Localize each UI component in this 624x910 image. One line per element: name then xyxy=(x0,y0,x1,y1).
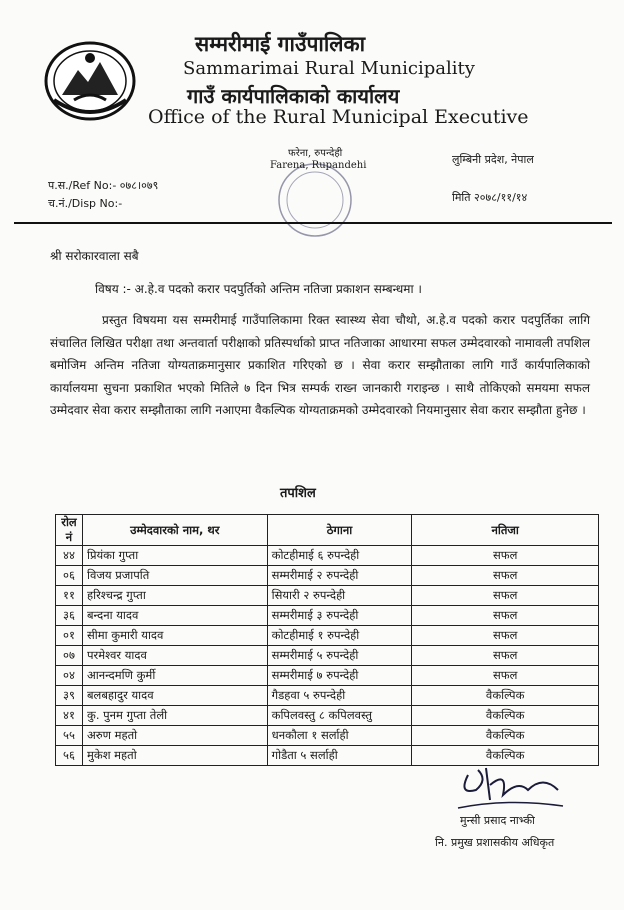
office-name-en: Office of the Rural Municipal Executive xyxy=(148,106,529,128)
col-header-address: ठेगाना xyxy=(267,515,412,546)
cell-name: विजय प्रजापति xyxy=(82,566,267,586)
location-en: Farena, Rupandehi xyxy=(270,160,367,171)
cell-result: वैकल्पिक xyxy=(412,746,599,766)
cell-roll: ०४ xyxy=(56,666,83,686)
cell-name: प्रियंका गुप्ता xyxy=(82,546,267,566)
table-row xyxy=(56,626,599,646)
cell-result: वैकल्पिक xyxy=(412,726,599,746)
cell-roll: ११ xyxy=(56,586,83,606)
cell-roll: ०७ xyxy=(56,646,83,666)
municipality-name-en: Sammarimai Rural Municipality xyxy=(183,58,475,79)
cell-roll: ३६ xyxy=(56,606,83,626)
header-divider xyxy=(14,222,612,224)
cell-result: सफल xyxy=(412,626,599,646)
cell-roll: ४१ xyxy=(56,706,83,726)
cell-address: कपिलवस्तु ८ कपिलवस्तु xyxy=(267,706,412,726)
cell-result: सफल xyxy=(412,586,599,606)
letter-recipient: श्री सरोकारवाला सबै xyxy=(50,249,139,263)
letter-date: मिति २०७८/११/१४ xyxy=(452,191,528,204)
signature xyxy=(448,760,568,820)
cell-address: गोडैता ५ सर्लाही xyxy=(267,746,412,766)
cell-name: हरिश्चन्द्र गुप्ता xyxy=(82,586,267,606)
table-row xyxy=(56,666,599,686)
table-row xyxy=(56,726,599,746)
cell-name: बन्दना यादव xyxy=(82,606,267,626)
cell-name: कु. पुनम गुप्ता तेली xyxy=(82,706,267,726)
cell-result: सफल xyxy=(412,546,599,566)
dispatch-number: च.नं./Disp No:- xyxy=(48,197,123,210)
table-row xyxy=(56,646,599,666)
cell-result: वैकल्पिक xyxy=(412,706,599,726)
cell-result: सफल xyxy=(412,666,599,686)
cell-address: सम्मरीमाई ३ रुपन्देही xyxy=(267,606,412,626)
cell-address: सम्मरीमाई ७ रुपन्देही xyxy=(267,666,412,686)
cell-address: गैडहवा ५ रुपन्देही xyxy=(267,686,412,706)
cell-roll: ४४ xyxy=(56,546,83,566)
col-header-roll: रोल नं xyxy=(56,515,83,546)
cell-name: बलबहादुर यादव xyxy=(82,686,267,706)
col-header-name: उम्मेदवारको नाम, थर xyxy=(82,515,267,546)
cell-roll: ३९ xyxy=(56,686,83,706)
cell-address: सियारी २ रुपन्देही xyxy=(267,586,412,606)
cell-result: वैकल्पिक xyxy=(412,686,599,706)
table-row xyxy=(56,606,599,626)
cell-name: अरुण महतो xyxy=(82,726,267,746)
cell-result: सफल xyxy=(412,646,599,666)
location-np: फरेना, रुपन्देही xyxy=(288,148,343,159)
cell-name: मुकेश महतो xyxy=(82,746,267,766)
letter-body-text: प्रस्तुत विषयमा यस सम्मरीमाई गाउँपालिकामा रिक्त स्वास्थ्य सेवा चौथो, अ.हे.व पदको करार पदपुर्तिका लागि संचालित लिखित परीक्षा तथा अन्तवार्ता परीक्षाको प्रतिस्पर्धाको प्राप्त नतिजाका आधारमा सफल उम्मेदवारको नामावली तपशिल बमोजिम अन्तिम नतिजा योग्यताक्रमानुसार प्रकाशित गरिएको छ । सेवा करार सम्झौताका लागि गाउँ कार्यपालिकाको कार्यालयमा सुचना प्रकाशित भएको मितिले ७ दिन भित्र सम्पर्क राख्न जानकारी गराइन्छ । साथै तोकिएको समयमा सफल उम्मेदवार सेवा करार सम्झौताका लागि नआएमा वैकल्पिक योग्यताक्रमको उम्मेदवारको नियमानुसार सेवा करार सम्झौता हुनेछ । xyxy=(50,313,590,417)
cell-roll: ०१ xyxy=(56,626,83,646)
office-stamp xyxy=(270,160,360,240)
signatory-name: मुन्सी प्रसाद नाभ्की xyxy=(460,814,535,827)
letter-body xyxy=(50,309,590,422)
table-row xyxy=(56,706,599,726)
municipality-logo xyxy=(44,40,136,122)
signatory-title: नि. प्रमुख प्रशासकीय अधिकृत xyxy=(435,836,555,849)
table-title: तपशिल xyxy=(280,486,316,501)
letter-subject: विषय :- अ.हे.व पदको करार पदपुर्तिको अन्तिम नतिजा प्रकाशन सम्बन्धमा । xyxy=(95,282,422,296)
office-name-np: गाउँ कार्यपालिकाको कार्यालय xyxy=(187,84,400,108)
ref-number: प.स./Ref No:- ०७८।०७९ xyxy=(48,179,159,192)
table-row xyxy=(56,586,599,606)
cell-name: आनन्दमणि कुर्मी xyxy=(82,666,267,686)
col-header-result: नतिजा xyxy=(412,515,599,546)
cell-result: सफल xyxy=(412,606,599,626)
cell-name: परमेश्वर यादव xyxy=(82,646,267,666)
cell-result: सफल xyxy=(412,566,599,586)
results-table xyxy=(55,514,599,766)
cell-address: कोटहीमाई १ रुपन्देही xyxy=(267,626,412,646)
cell-roll: ५६ xyxy=(56,746,83,766)
table-row xyxy=(56,546,599,566)
cell-address: सम्मरीमाई २ रुपन्देही xyxy=(267,566,412,586)
table-row xyxy=(56,566,599,586)
table-header-row xyxy=(56,515,599,546)
municipality-name-np: सम्मरीमाई गाउँपालिका xyxy=(195,31,366,56)
province: लुम्बिनी प्रदेश, नेपाल xyxy=(452,153,534,166)
cell-roll: ०६ xyxy=(56,566,83,586)
cell-address: सम्मरीमाई ५ रुपन्देही xyxy=(267,646,412,666)
table-row xyxy=(56,686,599,706)
cell-address: धनकौला १ सर्लाही xyxy=(267,726,412,746)
cell-address: कोटहीमाई ६ रुपन्देही xyxy=(267,546,412,566)
cell-roll: ५५ xyxy=(56,726,83,746)
cell-name: सीमा कुमारी यादव xyxy=(82,626,267,646)
